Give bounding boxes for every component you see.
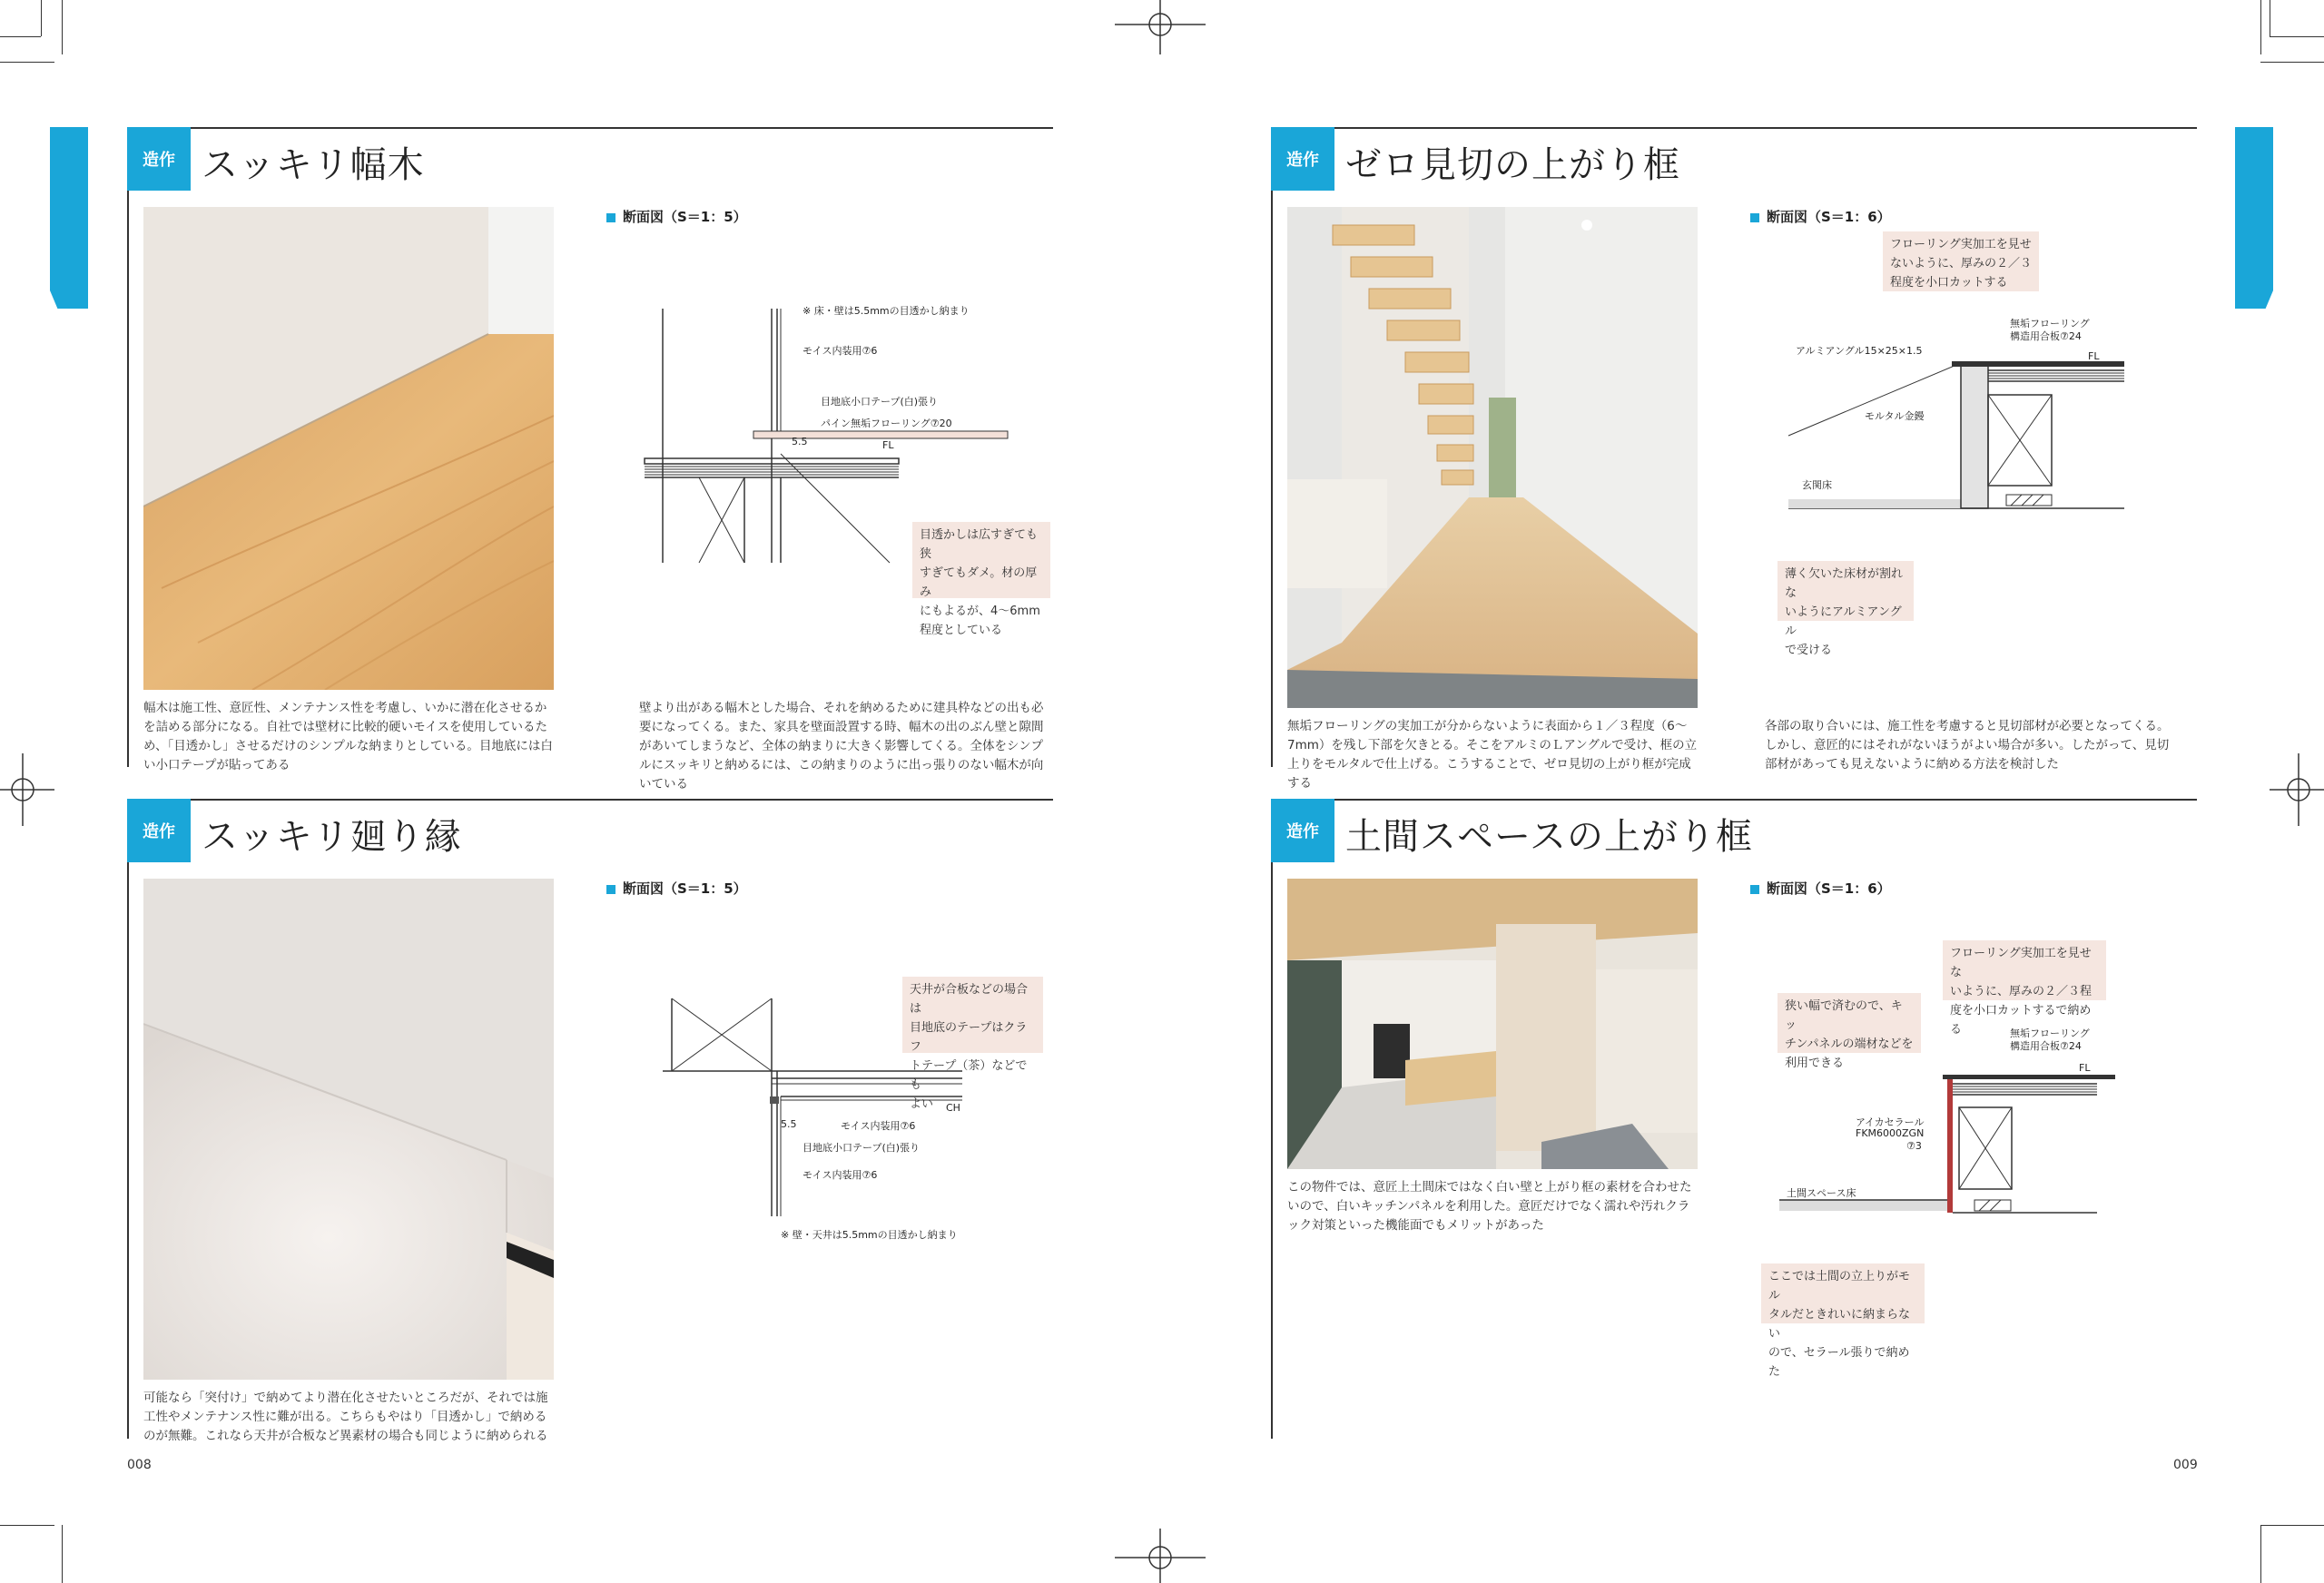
photo-earthen-floor <box>1287 879 1698 1169</box>
category-badge: 造作 <box>127 127 191 191</box>
note-plywood: 構造用合板⑦24 <box>2010 1040 2082 1052</box>
callout-note-bottom <box>1761 1263 1925 1379</box>
note-pine-flooring: パイン無垢フローリング⑦20 <box>821 418 952 429</box>
callout-line: ここでは土間の立上りがモル <box>1768 1270 1911 1303</box>
note-moiss-2: モイス内装用⑦6 <box>803 1169 878 1181</box>
section-title: ゼロ見切の上がり框 <box>1345 144 1680 186</box>
caption: 壁より出がある幅木とした場合、それを納めるために建具枠などの出も必要になってくる。また、家具を壁面設置する時、幅木の出のぶん壁と隙間があいてしまうなど、全体の納まりに大きく影響してくる。全体をシンプルにスッキリと納めるには、この納まりのように出っ張りのない幅木が向いている <box>639 701 1044 792</box>
note-wall-ceiling: ※ 壁・天井は5.5mmの目透かし納まり <box>781 1229 958 1241</box>
note-dim: 5.5 <box>792 436 808 447</box>
note-plywood: 構造用合板⑦24 <box>2010 330 2082 342</box>
diagram-label: 断面図（S＝1：6） <box>1767 209 1891 225</box>
square-icon <box>606 885 615 894</box>
note-earthen-floor: 土間スペース床 <box>1787 1187 1856 1199</box>
crop-mark <box>0 1525 54 1526</box>
note-mortar: モルタル金鏝 <box>1865 410 1925 422</box>
callout-line: フローリング実加工を見せ <box>1890 238 2032 251</box>
callout-line: 度を小口カットするで納める <box>1950 1004 2092 1037</box>
callout-line: にもよるが、4～6mm <box>920 605 1040 618</box>
callout-line: 目地底のテープはクラフ <box>910 1021 1028 1054</box>
callout-line: ないように、厚みの２／３ <box>1890 257 2033 270</box>
section-divider <box>1271 127 1273 767</box>
thumb-tab-left <box>50 127 88 309</box>
registration-mark-left <box>0 753 54 826</box>
note-model: FKM6000ZGN <box>1856 1127 1925 1139</box>
section-rule <box>127 127 1053 129</box>
section-title: スッキリ廻り縁 <box>202 816 462 858</box>
category-badge: 造作 <box>1271 799 1334 862</box>
callout-note-top <box>1883 231 2039 291</box>
callout-line: いようにアルミアングル <box>1785 605 1902 638</box>
thumb-tab-right <box>2235 127 2273 309</box>
section-label <box>1750 879 1891 898</box>
note-thickness: ⑦3 <box>1906 1140 1922 1152</box>
photo-crown-molding <box>143 879 554 1380</box>
callout-line: よい <box>910 1097 934 1111</box>
caption: 各部の取り合いには、施工性を考慮すると見切部材が必要となってくる。しかし、意匠的にはそれがないほうがよい場合が多い。したがって、見切部材があっても見えないように納める方法を検討した <box>1765 719 2170 772</box>
section-divider <box>127 799 129 1439</box>
square-icon <box>1750 885 1759 894</box>
crop-mark <box>2260 1525 2324 1526</box>
note-fl: FL <box>2079 1062 2091 1074</box>
crop-mark <box>62 0 63 54</box>
note-moiss-1: モイス内装用⑦6 <box>841 1120 916 1132</box>
note-entrance-floor: 玄関床 <box>1802 479 1832 491</box>
callout-line: ので、セラール張りで納めた <box>1768 1346 1910 1379</box>
note-flooring: 無垢フローリング <box>2010 1027 2090 1039</box>
callout-line: すぎてもダメ。材の厚み <box>920 566 1038 599</box>
section-rule <box>127 799 1053 801</box>
callout-line: 天井が合板などの場合は <box>910 983 1029 1016</box>
caption: 可能なら「突付け」で納めてより潜在化させたいところだが、それでは施工性やメンテナンス性に難が出る。こちらもやはり「目透かし」で納めるのが無難。これなら天井が合板など異素材の場合も同じように納められる <box>143 1391 548 1443</box>
callout-line: チンパネルの端材などを <box>1785 1037 1914 1051</box>
page-number: 009 <box>2173 1458 2198 1472</box>
category-badge: 造作 <box>1271 127 1334 191</box>
section-rule <box>1271 127 2197 129</box>
page-number: 008 <box>127 1458 152 1472</box>
caption: この物件では、意匠上土間床ではなく白い壁と上がり框の素材を合わせたいので、白いキッチンパネルを利用した。意匠だけでなく濡れや汚れクラック対策といった機能面でもメリットがあった <box>1287 1180 1692 1233</box>
diagram-label: 断面図（S＝1：5） <box>623 209 747 225</box>
photo-entrance-stairs <box>1287 207 1698 708</box>
callout-note-bottom <box>1777 561 1914 657</box>
note-flooring: 無垢フローリング <box>2010 318 2090 329</box>
callout-note <box>912 522 1050 637</box>
section-label <box>1750 207 1891 226</box>
diagram-label: 断面図（S＝1：5） <box>623 880 747 897</box>
diagram-label: 断面図（S＝1：6） <box>1767 880 1891 897</box>
section-drawing-zero-step <box>1788 345 2124 526</box>
photo-baseboard <box>143 207 554 690</box>
callout-line: フローリング実加工を見せな <box>1950 947 2092 979</box>
square-icon <box>1750 213 1759 222</box>
callout-line: タルだときれいに納まらない <box>1768 1308 1911 1341</box>
note-fl: FL <box>2088 350 2100 362</box>
crop-mark <box>2260 1525 2261 1583</box>
callout-line: 狭い幅で済むので、キッ <box>1785 999 1903 1032</box>
section-divider <box>127 127 129 767</box>
callout-line: トテープ（茶）などでも <box>910 1059 1028 1092</box>
section-title: スッキリ幅木 <box>202 144 425 186</box>
callout-line: 薄く欠いた床材が割れな <box>1785 567 1904 600</box>
note-joint-tape: 目地底小口テープ(白)張り <box>821 396 939 408</box>
note-ch: CH <box>946 1102 960 1114</box>
section-drawing-earthen <box>1779 1062 2115 1225</box>
note-fl: FL <box>882 439 894 451</box>
crop-mark <box>2270 36 2324 37</box>
note-dim: 5.5 <box>781 1118 797 1130</box>
note-joint-tape: 目地底小口テープ(白)張り <box>803 1142 921 1154</box>
callout-line: 程度を小口カットする <box>1890 276 2008 290</box>
callout-line: 目透かしは広すぎても狭 <box>920 528 1039 561</box>
category-badge: 造作 <box>127 799 191 862</box>
section-divider <box>1271 799 1273 1439</box>
callout-line: 利用できる <box>1785 1057 1845 1070</box>
square-icon <box>606 213 615 222</box>
section-label <box>606 207 747 226</box>
crop-mark <box>0 62 54 63</box>
crop-mark <box>41 0 42 36</box>
section-drawing-baseboard <box>635 300 908 572</box>
registration-mark-right <box>2270 753 2324 826</box>
section-title: 土間スペースの上がり框 <box>1345 816 1753 858</box>
note-floor-wall: ※ 床・壁は5.5mmの目透かし納まり <box>803 305 970 317</box>
crop-mark <box>2260 62 2324 63</box>
callout-line: 程度としている <box>920 624 1003 637</box>
crop-mark <box>62 1525 63 1583</box>
registration-mark-top <box>1115 0 1206 54</box>
section-label <box>606 879 747 898</box>
note-alum-angle: アルミアングル15×25×1.5 <box>1796 345 1923 357</box>
note-cerarl: アイカセラール <box>1856 1116 1925 1128</box>
registration-mark-bottom <box>1115 1529 1206 1583</box>
callout-line: で受ける <box>1785 644 1833 657</box>
callout-line: いように、厚みの２／３程 <box>1950 985 2093 998</box>
caption: 幅木は施工性、意匠性、メンテナンス性を考慮し、いかに潜在化させるかを詰める部分になる。自社では壁材に比較的硬いモイスを使用しているため、「目透かし」させるだけのシンプルな納まりとしている。目地底には白い小口テープが貼ってある <box>143 701 553 772</box>
note-moiss-1: モイス内装用⑦6 <box>803 345 878 357</box>
section-rule <box>1271 799 2197 801</box>
callout-note-mid <box>1777 993 1921 1070</box>
crop-mark <box>0 36 41 37</box>
crop-mark <box>2260 0 2261 54</box>
caption: 無垢フローリングの実加工が分からないように表面から１／３程度（6～7mm）を残し下部を欠きとる。そこをアルミのＬアングルで受け、框の立上りをモルタルで仕上げる。こうすることで、ゼロ見切の上がり框が完成する <box>1287 719 1698 791</box>
